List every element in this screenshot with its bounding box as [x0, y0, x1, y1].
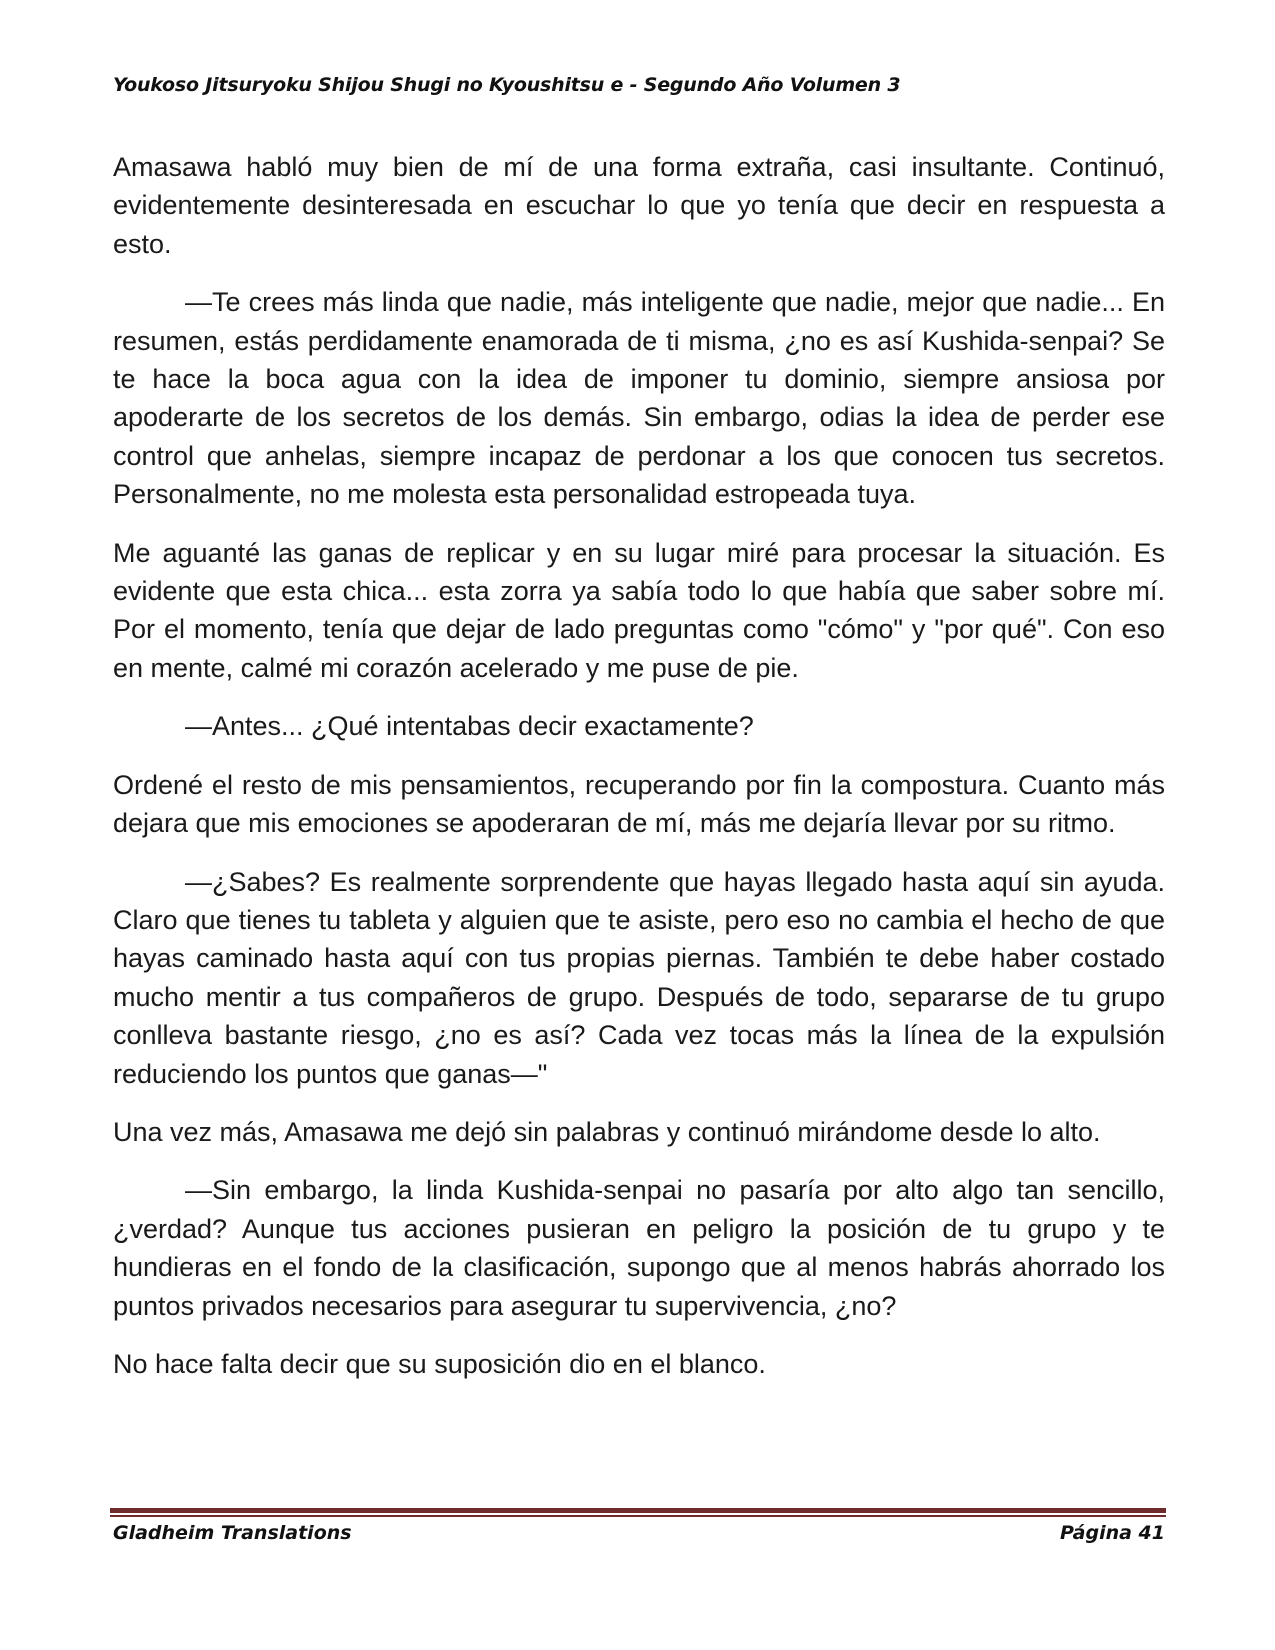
footer-divider-thick — [110, 1508, 1166, 1513]
paragraph: No hace falta decir que su suposición dio en el blanco. — [113, 1348, 766, 1379]
footer-divider — [110, 1508, 1166, 1518]
paragraph: Ordené el resto de mis pensamientos, recuperando por fin la compostura. Cuanto más dejara que mis emociones se apoderaran de mí, más me dejaría llevar por su ritmo. — [113, 769, 1165, 839]
running-header: Youkoso Jitsuryoku Shijou Shugi no Kyoushitsu e - Segundo Año Volumen 3 — [113, 74, 901, 96]
dialogue-paragraph: —Te crees más linda que nadie, más inteligente que nadie, mejor que nadie... En resumen, estás perdidamente enamorada de ti misma, ¿no es así Kushida-senpai? Se te hace la boca agua con la idea de imponer tu dominio, siempre ansiosa por apoderarte de los secretos de los demás. Sin embargo, odias la idea de perder ese control que anhelas, siempre incapaz de perdonar a los que conocen tus secretos. Personalmente, no me molesta esta personalidad estropeada tuya. — [113, 287, 1165, 510]
footer-translator: Gladheim Translations — [113, 1522, 352, 1544]
paragraph: Amasawa habló muy bien de mí de una forma extraña, casi insultante. Continuó, evidentemente desinteresada en escuchar lo que yo tenía que decir en respuesta a esto. — [113, 152, 1165, 259]
body-text — [113, 148, 1165, 1403]
footer-divider-thin — [110, 1515, 1166, 1517]
paragraph: Una vez más, Amasawa me dejó sin palabras y continuó mirándome desde lo alto. — [113, 1116, 1101, 1147]
footer-page-number: Página 41 — [1059, 1522, 1165, 1544]
dialogue-paragraph: —Antes... ¿Qué intentabas decir exactamente? — [185, 711, 754, 742]
paragraph: Me aguanté las ganas de replicar y en su lugar miré para procesar la situación. Es evidente que esta chica... esta zorra ya sabía todo lo que había que saber sobre mí. Por el momento, tenía que dejar de lado preguntas como "cómo" y "por qué". Con eso en mente, calmé mi corazón acelerado y me puse de pie. — [113, 537, 1165, 683]
dialogue-paragraph: —Sin embargo, la linda Kushida-senpai no pasaría por alto algo tan sencillo, ¿verdad? Aunque tus acciones pusieran en peligro la posición de tu grupo y te hundieras en el fondo de la clasificación, supongo que al menos habrás ahorrado los puntos privados necesarios para asegurar tu supervivencia, ¿no? — [113, 1175, 1165, 1321]
dialogue-paragraph: —¿Sabes? Es realmente sorprendente que hayas llegado hasta aquí sin ayuda. Claro que tienes tu tableta y alguien que te asiste, pero eso no cambia el hecho de que hayas caminado hasta aquí con tus propias piernas. También te debe haber costado mucho mentir a tus compañeros de grupo. Después de todo, separarse de tu grupo conlleva bastante riesgo, ¿no es así? Cada vez tocas más la línea de la expulsión reduciendo los puntos que ganas—" — [113, 866, 1165, 1089]
